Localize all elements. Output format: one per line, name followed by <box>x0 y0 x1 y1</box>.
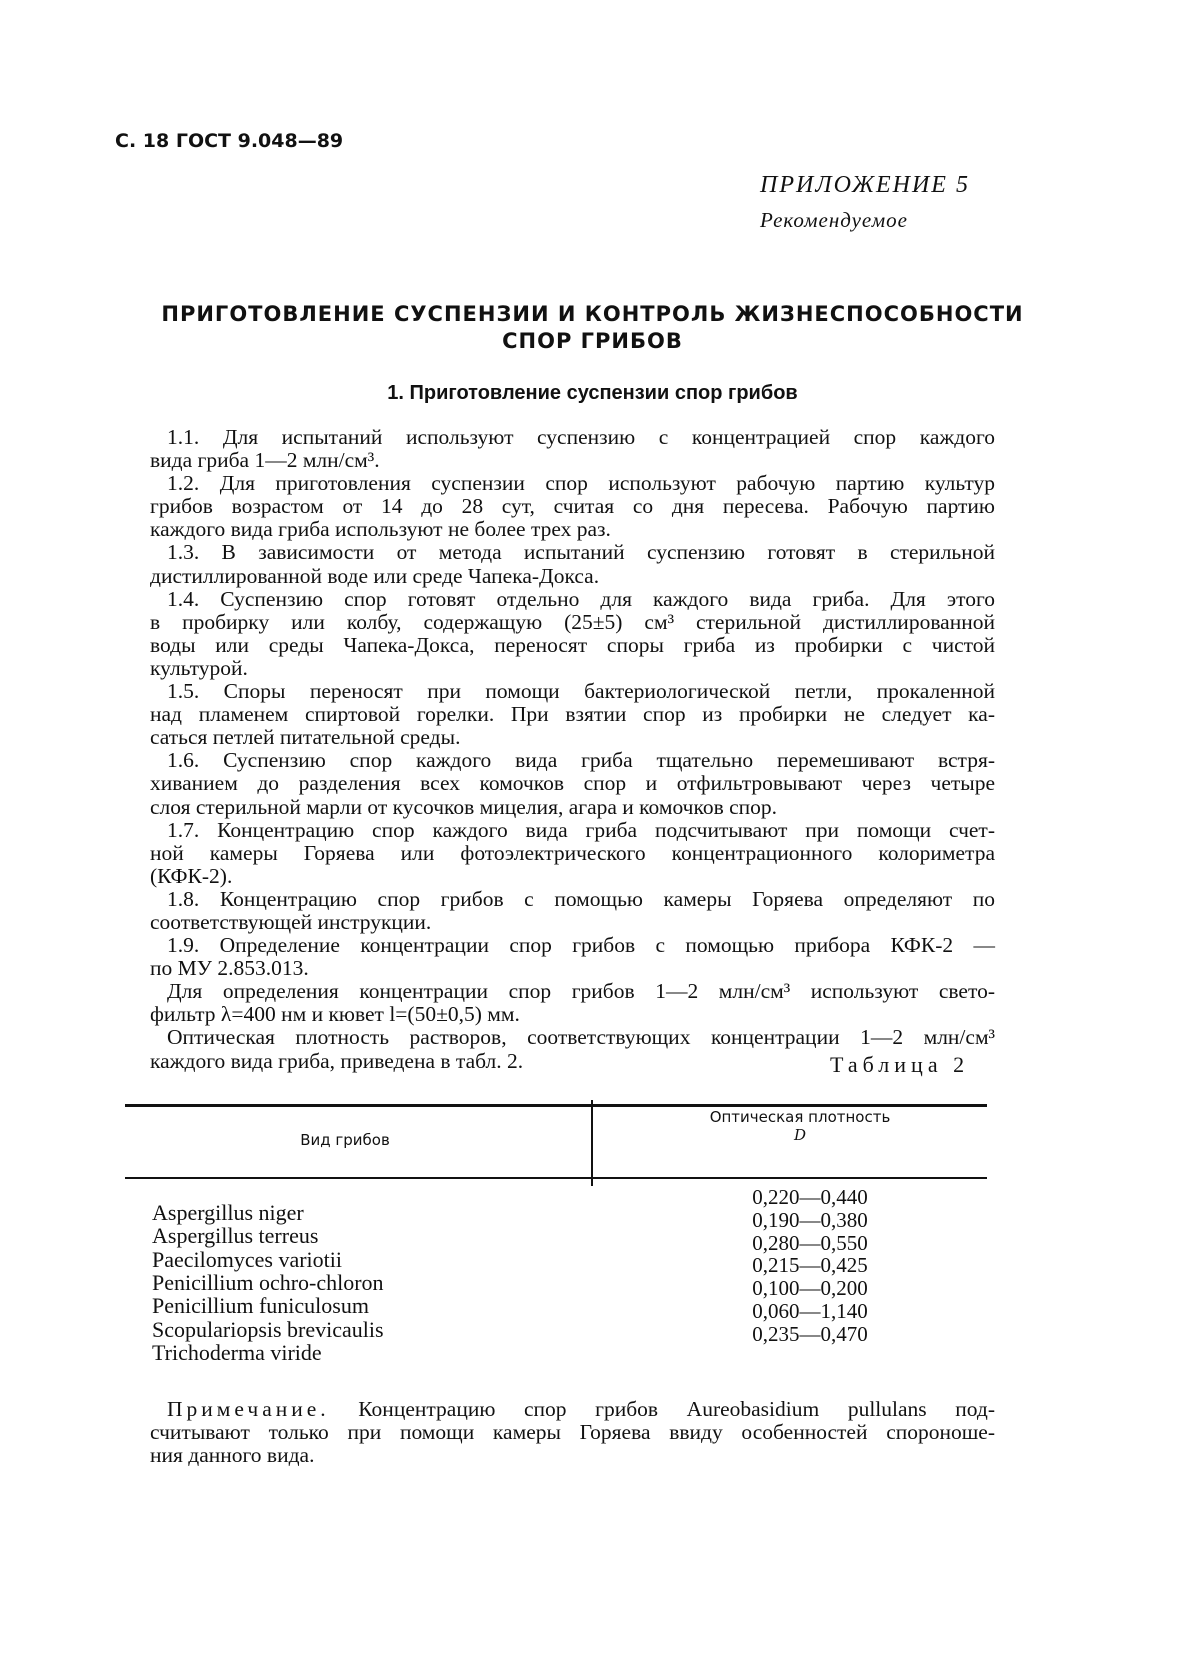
table-header-density-symbol: D <box>793 1126 807 1144</box>
paragraph-line: грибов возрастом от 14 до 28 сут, считая со дня пересева. Рабочую партию <box>150 494 995 519</box>
annex-status: Рекомендуемое <box>760 208 908 232</box>
table-top-rule <box>125 1104 987 1107</box>
paragraph-line: в пробирку или колбу, содержащую (25±5) см³ стерильной дистиллированной <box>150 609 995 634</box>
paragraph-line: фильтр λ=400 нм и кювет l=(50±0,5) мм. <box>150 1002 520 1027</box>
paragraph-line: 1.4. Суспензию спор готовят отдельно для каждого вида гриба. Для этого <box>167 586 995 611</box>
table-column-divider <box>591 1100 593 1186</box>
table-cell-density: 0,280—0,550 <box>752 1230 868 1255</box>
paragraph-line: над пламенем спиртовой горелки. При взятии спор из пробирки не следует ка- <box>150 702 995 727</box>
paragraph <box>150 472 995 541</box>
table-cell-density: 0,190—0,380 <box>752 1207 868 1232</box>
paragraph-line: 1.6. Суспензию спор каждого вида гриба тщательно перемешивают встря- <box>167 748 995 773</box>
note-line: считывают только при помощи камеры Горяева ввиду особенностей спороноше- <box>150 1420 995 1445</box>
paragraph-line: культурой. <box>150 655 248 680</box>
table-header-density: Оптическая плотность <box>709 1108 891 1126</box>
paragraph-line: Оптическая плотность растворов, соответствующих концентрации 1—2 млн/см³ <box>167 1025 995 1050</box>
paragraph-line: вида гриба 1—2 млн/см³. <box>150 448 380 473</box>
paragraph-line: саться петлей питательной среды. <box>150 725 461 750</box>
table-note <box>150 1398 995 1467</box>
paragraph-line: воды или среды Чапека-Докса, переносят споры гриба из пробирки с чистой <box>150 632 995 657</box>
paragraph <box>150 749 995 818</box>
document-title-line2: СПОР ГРИБОВ <box>502 329 683 353</box>
paragraph <box>150 934 995 980</box>
paragraph <box>150 888 995 934</box>
paragraph-line: 1.8. Концентрацию спор грибов с помощью камеры Горяева определяют по <box>167 886 995 911</box>
page-header-code: С. 18 ГОСТ 9.048—89 <box>115 130 344 152</box>
table-header-rule <box>125 1177 987 1179</box>
table-header-species: Вид грибов <box>300 1131 390 1149</box>
note-text: Концентрацию спор грибов Aureobasidium pullulans под- <box>329 1397 995 1421</box>
section-heading: 1. Приготовление суспензии спор грибов <box>387 382 798 404</box>
annex-label: ПРИЛОЖЕНИЕ 5 <box>760 172 970 198</box>
table-cell-species: Trichoderma viride <box>152 1339 322 1365</box>
paragraph-line: каждого вида гриба, приведена в табл. 2. <box>150 1048 524 1073</box>
paragraph-line: 1.5. Споры переносят при помощи бактериологической петли, прокаленной <box>167 679 995 704</box>
paragraph-line: ной камеры Горяева или фотоэлектрического концентрационного колориметра <box>150 840 995 865</box>
document-title-line1: ПРИГОТОВЛЕНИЕ СУСПЕНЗИИ И КОНТРОЛЬ ЖИЗНЕСПОСОБНОСТИ <box>161 302 1024 326</box>
paragraph-line: каждого вида гриба используют не более трех раз. <box>150 517 611 542</box>
table-cell-density: 0,220—0,440 <box>752 1185 868 1209</box>
table-cell-species: Paecilomyces variotii <box>152 1246 342 1272</box>
paragraph-line: слоя стерильной марли от кусочков мицелия, агара и комочков спор. <box>150 794 778 819</box>
note-label: Примечание. <box>167 1397 330 1421</box>
paragraph-line: Для определения концентрации спор грибов 1—2 млн/см³ используют свето- <box>167 979 995 1004</box>
paragraph <box>150 819 995 888</box>
paragraph-line: (КФК-2). <box>150 863 233 888</box>
paragraph <box>150 426 995 472</box>
paragraph-line: хиванием до разделения всех комочков спор и отфильтровывают через четыре <box>150 771 995 796</box>
paragraph <box>150 680 995 749</box>
table-cell-density: 0,100—0,200 <box>752 1276 868 1301</box>
body-text <box>150 426 995 1073</box>
paragraph <box>150 980 995 1026</box>
table-caption: Таблица 2 <box>830 1052 970 1077</box>
paragraph-line: 1.2. Для приготовления суспензии спор используют рабочую партию культур <box>167 471 995 496</box>
table-cell-species: Penicillium funiculosum <box>152 1293 369 1319</box>
paragraph-line: 1.9. Определение концентрации спор грибов с помощью прибора КФК-2 — <box>167 933 995 958</box>
table-cell-species: Penicillium ochro-chloron <box>152 1269 384 1295</box>
paragraph-line: дистиллированной воде или среде Чапека-Докса. <box>150 563 600 588</box>
paragraph <box>150 541 995 587</box>
table-cell-density: 0,060—1,140 <box>752 1299 868 1323</box>
table-cell-species: Aspergillus niger <box>152 1200 304 1225</box>
table-cell-density: 0,235—0,470 <box>752 1321 868 1346</box>
paragraph-line: 1.7. Концентрацию спор каждого вида гриба подсчитывают при помощи счет- <box>167 817 995 842</box>
table-cell-species: Scopulariopsis brevicaulis <box>152 1316 384 1342</box>
paragraph-line: соответствующей инструкции. <box>150 909 432 934</box>
paragraph-line: 1.1. Для испытаний используют суспензию с концентрацией спор каждого <box>167 425 995 449</box>
paragraph-line: по МУ 2.853.013. <box>150 956 309 981</box>
table-cell-density: 0,215—0,425 <box>752 1253 868 1278</box>
note-first-line <box>150 1398 995 1421</box>
paragraph-line: 1.3. В зависимости от метода испытаний суспензию готовят в стерильной <box>167 540 995 565</box>
paragraph <box>150 588 995 680</box>
note-line: ния данного вида. <box>150 1443 315 1468</box>
table-cell-species: Aspergillus terreus <box>152 1223 319 1249</box>
